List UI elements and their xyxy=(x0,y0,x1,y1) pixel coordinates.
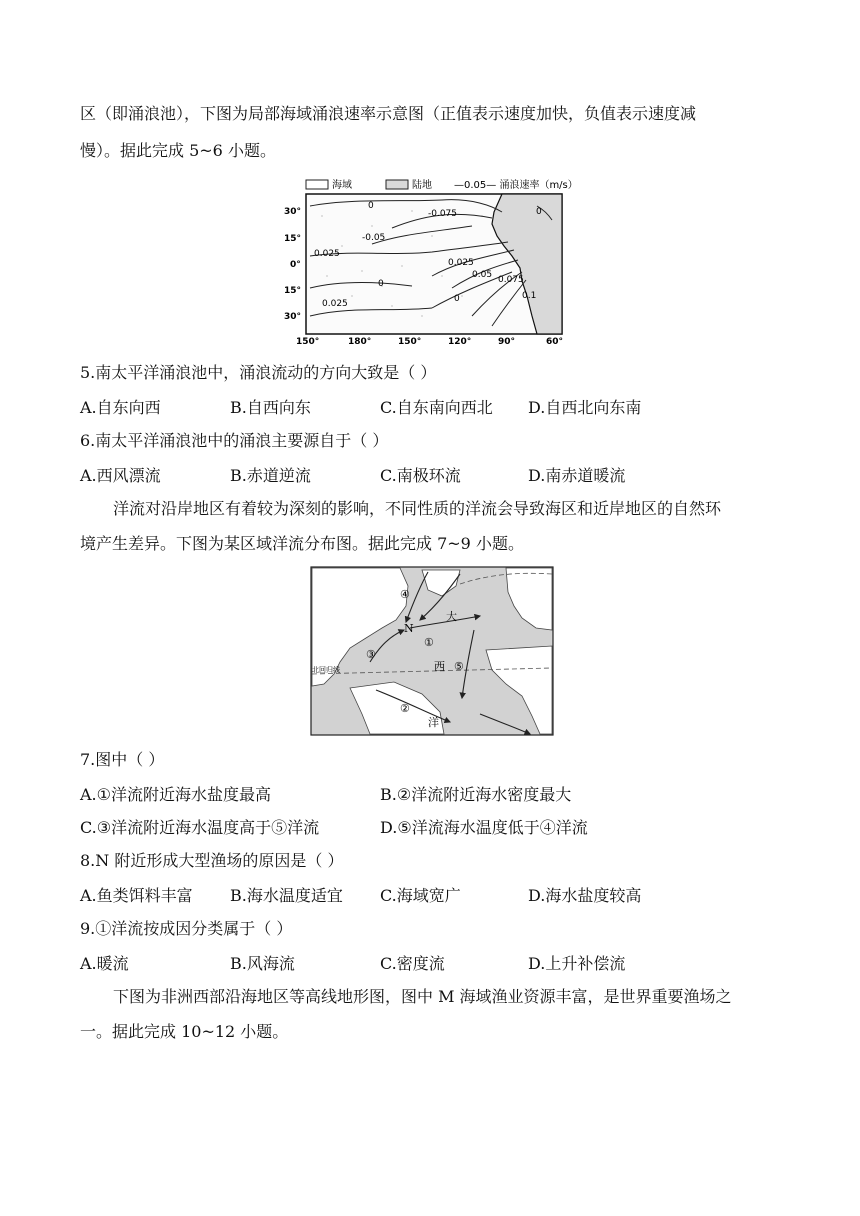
lon-label: 150° xyxy=(296,337,320,346)
label-n: N xyxy=(404,622,414,635)
q9-option-d: D.上升补偿流 xyxy=(528,954,626,973)
question-6-stem: 6.南太平洋涌浪池中的涌浪主要源自于（ ） xyxy=(80,431,389,450)
q9-option-b: B.风海流 xyxy=(230,954,295,973)
q6-option-b: B.赤道逆流 xyxy=(230,466,311,485)
lon-label: 180° xyxy=(348,337,372,346)
intro-paragraph-3-line-2: 一。据此完成 10~12 小题。 xyxy=(80,1022,289,1041)
legend-sea-swatch xyxy=(306,180,328,189)
intro-paragraph-1-line-2: 慢）。据此完成 5~6 小题。 xyxy=(80,141,276,160)
isoline-label: 0.025 xyxy=(322,299,348,309)
isoline-label: -0.075 xyxy=(428,209,458,219)
lon-label: 60° xyxy=(546,337,564,346)
q7-option-c: C.③洋流附近海水温度高于⑤洋流 xyxy=(80,818,320,837)
lat-label: 0° xyxy=(290,260,301,270)
q7-option-d: D.⑤洋流海水温度低于④洋流 xyxy=(380,818,588,837)
isoline-label: 0.05 xyxy=(472,270,493,280)
q8-option-b: B.海水温度适宜 xyxy=(230,886,343,905)
lon-label: 120° xyxy=(448,337,472,346)
intro-paragraph-2-line-1: 洋流对沿岸地区有着较为深刻的影响，不同性质的洋流会导致海区和近岸地区的自然环 xyxy=(113,499,722,518)
label-yang: 洋 xyxy=(428,716,439,729)
label-current-1: ① xyxy=(424,636,434,649)
q5-option-b: B.自西向东 xyxy=(230,398,311,417)
isoline-label: 0.075 xyxy=(498,275,524,285)
label-da: 大 xyxy=(446,610,457,623)
q6-option-c: C.南极环流 xyxy=(380,466,461,485)
isoline-label: 0.025 xyxy=(448,258,474,268)
swell-rate-map xyxy=(282,176,574,346)
q6-option-d: D.南赤道暖流 xyxy=(528,466,626,485)
isoline-label: 0 xyxy=(454,294,460,304)
q5-option-c: C.自东南向西北 xyxy=(380,398,493,417)
q5-option-a: A.自东向西 xyxy=(80,398,161,417)
label-xi: 西 xyxy=(434,660,445,673)
lon-label: 90° xyxy=(498,337,516,346)
label-current-5: ⑤ xyxy=(454,660,464,673)
legend-isoline-label: —0.05— 涌浪速率（m/s） xyxy=(454,180,574,191)
lon-label: 150° xyxy=(398,337,422,346)
q7-option-a: A.①洋流附近海水盐度最高 xyxy=(80,785,271,804)
q7-option-b: B.②洋流附近海水密度最大 xyxy=(380,785,572,804)
q8-option-a: A.鱼类饵料丰富 xyxy=(80,886,193,905)
lat-label: 30° xyxy=(284,207,302,217)
ocean-currents-map xyxy=(310,566,554,736)
question-5-stem: 5.南太平洋涌浪池中，涌浪流动的方向大致是（ ） xyxy=(80,363,437,382)
q5-option-d: D.自西北向东南 xyxy=(528,398,642,417)
label-current-3: ③ xyxy=(366,648,376,661)
intro-paragraph-2-line-2: 境产生差异。下图为某区域洋流分布图。据此完成 7~9 小题。 xyxy=(80,534,524,553)
lat-label: 30° xyxy=(284,312,302,322)
lat-label: 15° xyxy=(284,234,302,244)
legend-sea-label: 海域 xyxy=(332,180,352,191)
legend-land-swatch xyxy=(386,180,408,189)
question-9-stem: 9.①洋流按成因分类属于（ ） xyxy=(80,919,293,938)
isoline-label: 0 xyxy=(368,201,374,211)
isoline-label: 0 xyxy=(536,207,542,217)
intro-paragraph-3-line-1: 下图为非洲西部沿海地区等高线地形图，图中 M 海域渔业资源丰富，是世界重要渔场之 xyxy=(113,987,732,1006)
intro-paragraph-1-line-1: 区（即涌浪池），下图为局部海域涌浪速率示意图（正值表示速度加快，负值表示速度减 xyxy=(80,104,697,123)
isoline-label: 0 xyxy=(378,279,384,289)
legend-land-label: 陆地 xyxy=(412,180,432,191)
q9-option-a: A.暖流 xyxy=(80,954,129,973)
q8-option-c: C.海域宽广 xyxy=(380,886,461,905)
q8-option-d: D.海水盐度较高 xyxy=(528,886,642,905)
q9-option-c: C.密度流 xyxy=(380,954,445,973)
label-current-2: ② xyxy=(400,702,410,715)
isoline-label: -0.05 xyxy=(362,233,386,243)
label-tropic-of-cancer: 北回归线 xyxy=(312,666,340,674)
isoline-label: 0.025 xyxy=(314,249,340,259)
question-7-stem: 7.图中（ ） xyxy=(80,750,165,769)
q6-option-a: A.西风漂流 xyxy=(80,466,161,485)
isoline-label: 0.1 xyxy=(522,291,537,301)
lat-label: 15° xyxy=(284,286,302,296)
question-8-stem: 8.N 附近形成大型渔场的原因是（ ） xyxy=(80,851,344,870)
label-current-4: ④ xyxy=(400,588,410,601)
